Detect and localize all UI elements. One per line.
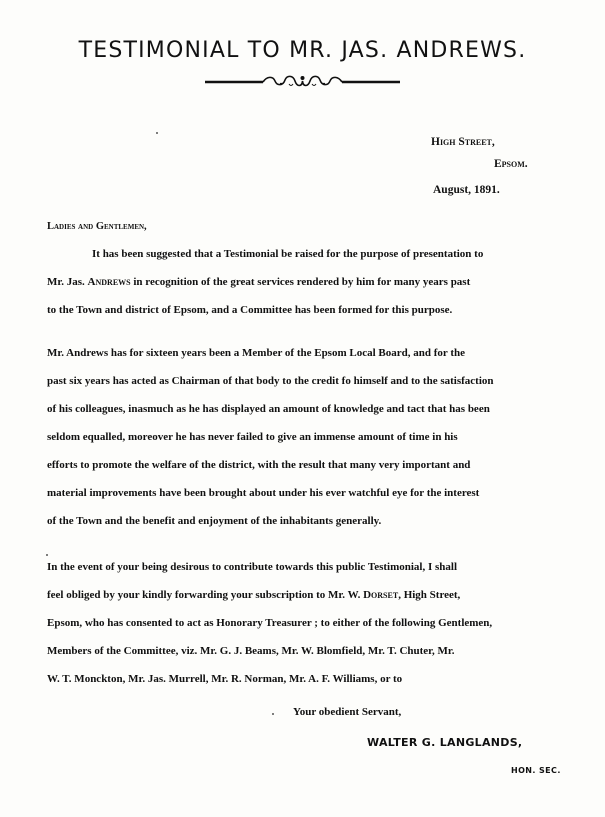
paragraph3-line2-a: feel obliged by your kindly forwarding your subscription to Mr. W. [47, 589, 364, 601]
paragraph1-line2 [47, 276, 470, 288]
paragraph2-line1: Mr. Andrews has for sixteen years been a Member of the Epsom Local Board, and for the [47, 347, 465, 359]
paragraph2-line2: past six years has acted as Chairman of that body to the credit fo himself and to the satisfaction [47, 375, 494, 387]
paragraph2-line4: seldom equalled, moreover he has never failed to give an immense amount of time in his [47, 431, 458, 443]
address-town: Epsom. [494, 158, 528, 170]
signature-role: HON. SEC. [511, 766, 561, 775]
print-speck [272, 713, 274, 715]
paragraph3-line4: Members of the Committee, viz. Mr. G. J. Beams, Mr. W. Blomfield, Mr. T. Chuter, Mr. [47, 645, 455, 657]
paragraph1-line1: It has been suggested that a Testimonial be raised for the purpose of presentation to [92, 248, 484, 260]
paragraph3-line3: Epsom, who has consented to act as Honorary Treasurer ; to either of the following Gentlemen, [47, 617, 493, 629]
paragraph2-line7: of the Town and the benefit and enjoyment of the inhabitants generally. [47, 515, 382, 527]
signature-name: WALTER G. LANGLANDS, [367, 736, 523, 749]
paragraph3-line2-name: Dorset [363, 589, 399, 601]
paragraph1-line2-a: Mr. Jas. [47, 276, 88, 288]
print-speck [156, 132, 158, 134]
paragraph2-line3: of his colleagues, inasmuch as he has displayed an amount of knowledge and tact that has been [47, 403, 490, 415]
paragraph1-line2-name: Andrews [87, 276, 131, 288]
scroll-flourish-ornament-icon [205, 72, 400, 90]
closing-line: Your obedient Servant, [293, 706, 402, 718]
paragraph3-line5: W. T. Monckton, Mr. Jas. Murrell, Mr. R. Norman, Mr. A. F. Williams, or to [47, 673, 403, 685]
print-speck [46, 554, 48, 556]
paragraph3-line2-c: , High Street, [398, 589, 461, 601]
paragraph2-line5: efforts to promote the welfare of the district, with the result that many very important and [47, 459, 471, 471]
paragraph3-line1: In the event of your being desirous to contribute towards this public Testimonial, I shall [47, 561, 458, 573]
address-street: High Street, [431, 136, 495, 148]
salutation: Ladies and Gentlemen, [47, 221, 147, 232]
paragraph3-line2 [47, 589, 460, 601]
document-title: TESTIMONIAL TO MR. JAS. ANDREWS. [78, 38, 527, 63]
paragraph1-line3: to the Town and district of Epsom, and a Committee has been formed for this purpose. [47, 304, 453, 316]
paragraph1-line2-c: in recognition of the great services rendered by him for many years past [130, 276, 471, 288]
letter-date: August, 1891. [433, 184, 500, 196]
paragraph2-line6: material improvements have been brought about under his ever watchful eye for the interest [47, 487, 480, 499]
